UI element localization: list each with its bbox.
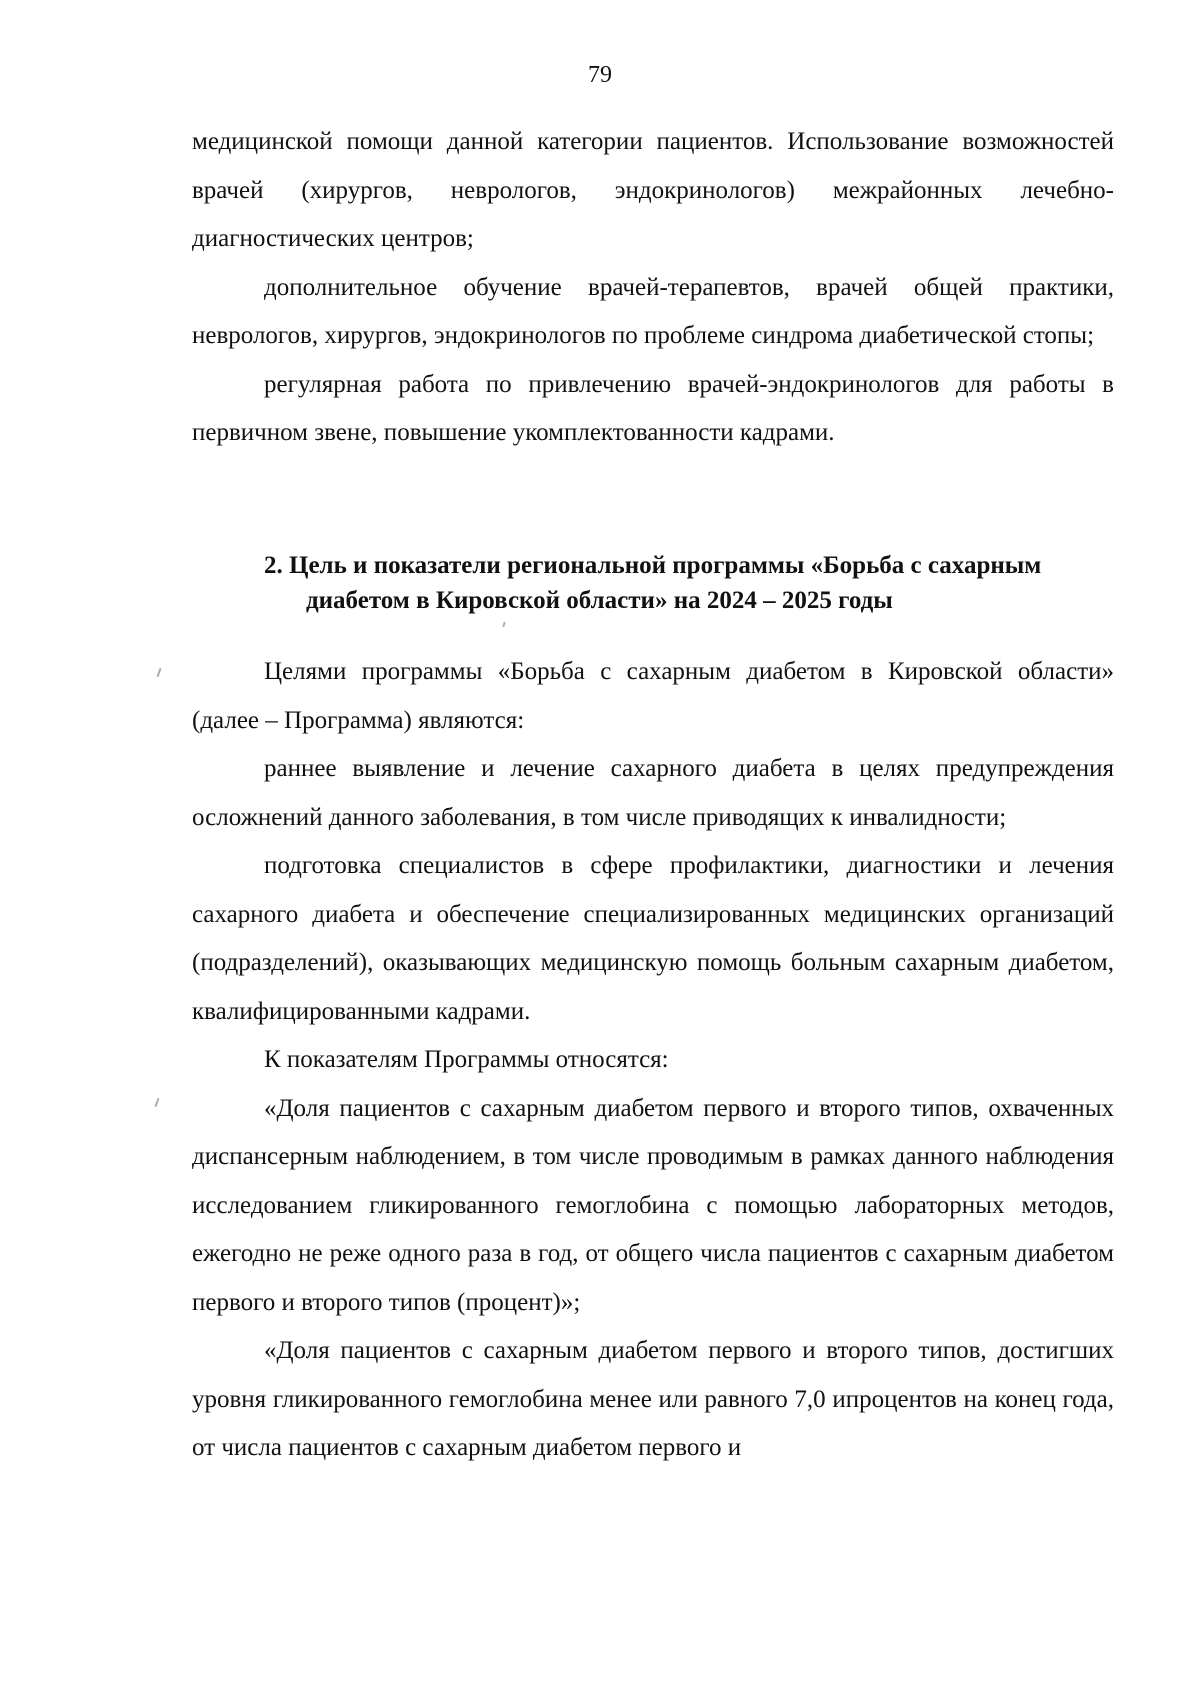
- scan-speck: [157, 668, 162, 677]
- paragraph-goal-specialists: подготовка специалистов в сфере профилактики, диагностики и лечения сахарного диабета и обеспечение специализированных медицинских организаций (подразделений), оказывающих медицинскую помощь больным сахарным диабетом, квалифицированными кадрами.: [192, 852, 1114, 1025]
- paragraph-goal-early-detection: раннее выявление и лечение сахарного диабета в целях предупреждения осложнений данного заболевания, в том числе приводящих к инвалидности;: [192, 755, 1114, 831]
- section-heading: [192, 548, 1114, 618]
- paragraph-training: дополнительное обучение врачей-терапевтов, врачей общей практики, неврологов, хирургов, эндокринологов по проблеме синдрома диабетической стопы;: [192, 273, 1114, 349]
- intro-text-block: [192, 118, 1114, 458]
- scan-speck: [155, 1098, 160, 1107]
- paragraph-indicators-intro: К показателям Программы относятся:: [264, 1046, 669, 1073]
- paragraph-goals-intro: Целями программы «Борьба с сахарным диабетом в Кировской области» (далее – Программа) являются:: [192, 658, 1114, 734]
- section-heading-line1: 2. Цель и показатели региональной программы «Борьба с сахарным: [264, 552, 1042, 579]
- paragraph-indicator-1: «Доля пациентов с сахарным диабетом первого и второго типов, охваченных диспансерным наблюдением, в том числе проводимым в рамках данного наблюдения исследованием гликированного гемоглобина с помощью лабораторных методов, ежегодно не реже одного раза в год, от общего числа пациентов с сахарным диабетом первого и второго типов (процент)»;: [192, 1094, 1114, 1316]
- paragraph-staffing: регулярная работа по привлечению врачей-эндокринологов для работы в первичном звене, повышение укомплектованности кадрами.: [192, 370, 1114, 446]
- goals-text-block: [192, 648, 1114, 1473]
- section-heading-line2: диабетом в Кировской области» на 2024 – 2025 годы: [306, 587, 893, 614]
- scan-speck: [502, 622, 506, 627]
- paragraph-indicator-2: «Доля пациентов с сахарным диабетом первого и второго типов, достигших уровня гликированного гемоглобина менее или равного 7,0 ипроцентов на конец года, от числа пациентов с сахарным диабетом первого и: [192, 1337, 1114, 1461]
- paragraph-medical-care: медицинской помощи данной категории пациентов. Использование возможностей врачей (хирургов, неврологов, эндокринологов) межрайонных лечебно-диагностических центров;: [192, 128, 1114, 252]
- page-number: 79: [588, 62, 612, 88]
